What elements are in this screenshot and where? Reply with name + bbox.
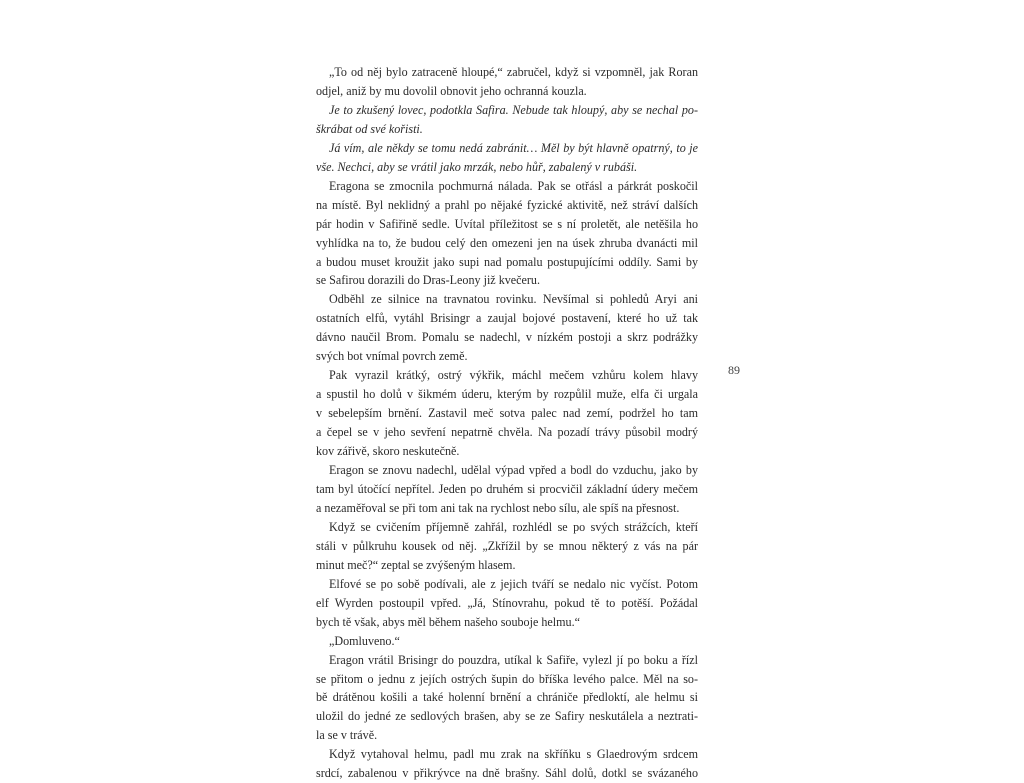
text-line: la se v trávě.	[316, 728, 378, 743]
text-line: Elfové se po sobě podívali, ale z jejich tváří se nedalo nic vyčíst. Potom	[329, 576, 698, 591]
text-line: elf Wyrden postoupil vpřed. „Já, Stínovrahu, pokud tě to potěší. Požádal	[316, 595, 698, 610]
text-line: Odběhl ze silnice na travnatou rovinku. Nevšímal si pohledů Aryi ani	[329, 292, 698, 307]
text-line: Je to zkušený lovec, podotkla Safira. Nebude tak hloupý, aby se nechal po-	[329, 102, 698, 117]
text-line: na místě. Byl neklidný a prahl po nějaké fyzické aktivitě, než stráví dalších	[316, 197, 698, 212]
text-line: Eragon vrátil Brisingr do pouzdra, utíkal k Safiře, vylezl jí po boku a řízl	[329, 652, 698, 667]
text-line: Eragon se znovu nadechl, udělal výpad vpřed a bodl do vzduchu, jako by	[329, 463, 698, 478]
text-line: škrábat od své kořisti.	[316, 121, 423, 136]
text-line: pár hodin v Safiřině sedle. Uvítal příležitost se s ní proletět, ale netěšila ho	[316, 216, 698, 231]
text-line: bě drátěnou košili a také holenní brnění a chrániče předloktí, ale helmu si	[316, 690, 698, 705]
text-line: a nezaměřoval se při tom ani tak na rychlost nebo sílu, ale spíš na přesnost.	[316, 500, 680, 515]
text-line: vyhlídka na to, že budou celý den omezeni jen na úsek zhruba dvanácti mil	[316, 235, 698, 250]
text-line: vše. Nechci, aby se vrátil jako mrzák, nebo hůř, zabalený v rubáši.	[316, 159, 638, 174]
text-line: a budou muset kroužit jako supi nad pomalu postupujícími oddíly. Sami by	[316, 254, 698, 269]
text-line: tam byl útočící nepřítel. Jeden po druhém si procvičil základní údery mečem	[316, 481, 698, 496]
text-line: Když vytahoval helmu, padl mu zrak na skříňku s Glaedrovým srdcem	[329, 747, 698, 762]
text-line: Eragona se zmocnila pochmurná nálada. Pak se otřásl a párkrát poskočil	[329, 178, 698, 193]
body-text	[316, 63, 698, 783]
text-line: svých bot vnímal povrch země.	[316, 349, 468, 364]
text-line: se přitom o jednu z jejích ostrých šupin do bříška levého palce. Měl na so-	[316, 671, 698, 686]
text-line: stáli v půlkruhu kousek od něj. „Zkřížil by se mnou některý z vás na pár	[316, 538, 698, 553]
text-line: a spustil ho dolů v šikmém úderu, kterým by rozpůlil muže, elfa či urgala	[316, 387, 698, 402]
text-line: Já vím, ale někdy se tomu nedá zabránit… Měl by být hlavně opatrný, to je	[329, 140, 698, 155]
text-line: „To od něj bylo zatraceně hloupé,“ zabručel, když si vzpomněl, jak Roran	[329, 65, 698, 79]
text-line: minut meč?“ zeptal se zvýšeným hlasem.	[316, 557, 516, 572]
text-line: a čepel se v jeho sevření nepatrně chvěla. Na pozadí trávy působil modrý	[316, 425, 698, 440]
text-line: Pak vyrazil krátký, ostrý výkřik, máchl mečem vzhůru kolem hlavy	[329, 368, 698, 383]
text-line: uložil do jedné ze sedlových brašen, aby se ze Safiry neskutálela a neztrati-	[316, 709, 698, 724]
text-line: „Domluveno.“	[329, 633, 400, 648]
text-line: srdcí, zabalenou v přikrývce na dně brašny. Sáhl dolů, dotkl se svázaného	[316, 766, 698, 781]
text-line: v sebelepším brnění. Zastavil meč sotva palec nad zemí, podržel ho tam	[316, 406, 698, 421]
text-line: bych tě však, abys měl během našeho souboje helmu.“	[316, 614, 580, 629]
text-line: Když se cvičením příjemně zahřál, rozhlédl se po svých strážcích, kteří	[329, 519, 698, 534]
text-line: se Safirou dorazili do Dras-Leony již kvečeru.	[316, 273, 540, 288]
text-line: ostatních elfů, vytáhl Brisingr a zaujal bojové postavení, které ho už tak	[316, 311, 698, 326]
text-line: kov zářivě, skoro neskutečně.	[316, 444, 460, 459]
text-line: dávno naučil Brom. Pomalu se nadechl, v nízkém postoji a skrz podrážky	[316, 330, 698, 345]
text-line: odjel, aniž by mu dovolil obnovit jeho ochranná kouzla.	[316, 83, 587, 98]
page-number: 89	[728, 363, 740, 377]
